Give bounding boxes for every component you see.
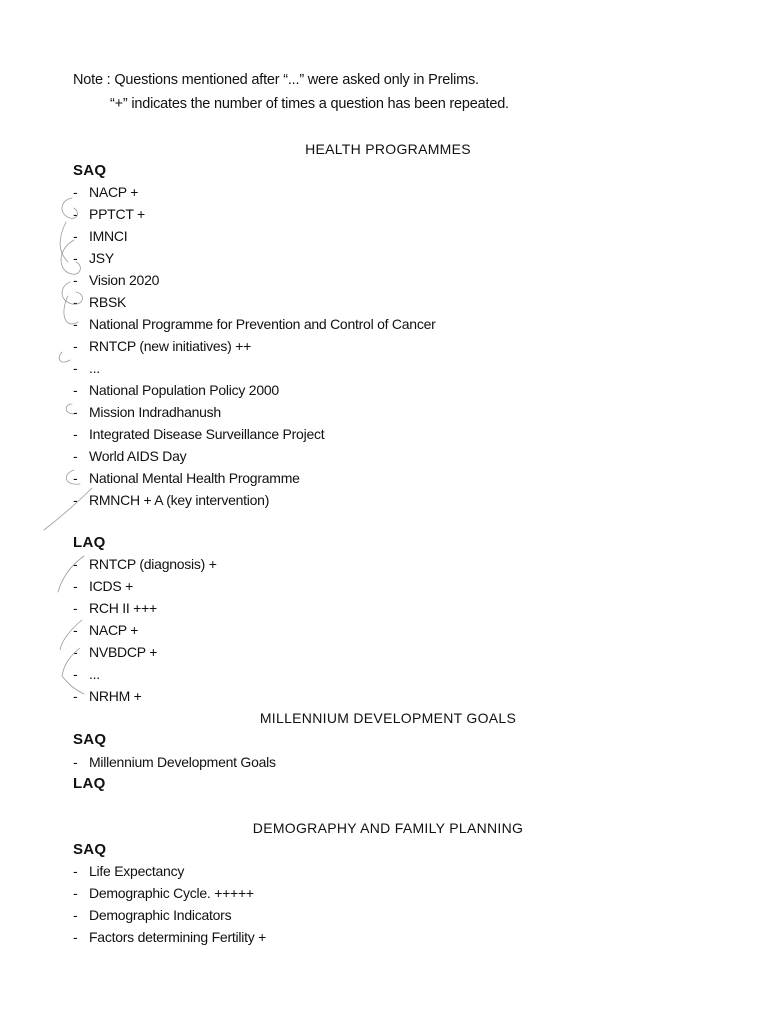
list-dash: - bbox=[73, 666, 78, 682]
list-dash: - bbox=[73, 929, 78, 945]
saq-label-mdg: SAQ bbox=[73, 731, 107, 748]
list-item bbox=[73, 575, 217, 597]
saq-label-demography: SAQ bbox=[73, 841, 107, 858]
saq-label-health: SAQ bbox=[73, 162, 107, 179]
list-item bbox=[73, 904, 266, 926]
list-item bbox=[73, 751, 276, 773]
list-item-text: Demographic Cycle. +++++ bbox=[89, 885, 254, 901]
list-dash: - bbox=[73, 492, 78, 508]
list-dash: - bbox=[73, 578, 78, 594]
list-dash: - bbox=[73, 184, 78, 200]
list-item-text: NVBDCP + bbox=[89, 644, 158, 660]
pencil-tick-mark bbox=[60, 222, 68, 262]
list-dash: - bbox=[73, 863, 78, 879]
list-dash: - bbox=[73, 470, 78, 486]
section-heading-demography: DEMOGRAPHY AND FAMILY PLANNING bbox=[252, 820, 524, 836]
list-dash: - bbox=[73, 644, 78, 660]
list-item-text: RCH II +++ bbox=[89, 600, 157, 616]
list-item-text: Integrated Disease Surveillance Project bbox=[89, 426, 325, 442]
list-item-text: NACP + bbox=[89, 184, 139, 200]
demography-saq-list bbox=[73, 860, 266, 948]
list-item-text: RNTCP (diagnosis) + bbox=[89, 556, 217, 572]
list-item-text: ICDS + bbox=[89, 578, 134, 594]
list-item-text: PPTCT + bbox=[89, 206, 145, 222]
pencil-tick-mark bbox=[59, 352, 70, 362]
list-item-text: RNTCP (new initiatives) ++ bbox=[89, 338, 252, 354]
list-item-text: National Programme for Prevention and Control of Cancer bbox=[89, 316, 436, 332]
list-item-text: RMNCH + A (key intervention) bbox=[89, 492, 270, 508]
list-dash: - bbox=[73, 448, 78, 464]
list-item bbox=[73, 357, 436, 379]
list-dash: - bbox=[73, 885, 78, 901]
list-item-text: National Mental Health Programme bbox=[89, 470, 300, 486]
list-dash: - bbox=[73, 600, 78, 616]
list-dash: - bbox=[73, 338, 78, 354]
list-item bbox=[73, 882, 266, 904]
laq-label-mdg: LAQ bbox=[73, 775, 106, 792]
note-line-2: “+” indicates the number of times a question has been repeated. bbox=[110, 96, 509, 112]
list-item bbox=[73, 663, 217, 685]
section-heading-health-programmes: HEALTH PROGRAMMES bbox=[305, 141, 471, 157]
note-line-1: Note : Questions mentioned after “...” were asked only in Prelims. bbox=[73, 72, 479, 88]
list-dash: - bbox=[73, 426, 78, 442]
mdg-saq-list bbox=[73, 751, 276, 773]
list-item bbox=[73, 489, 436, 511]
list-item bbox=[73, 926, 266, 948]
list-item bbox=[73, 181, 436, 203]
list-item bbox=[73, 467, 436, 489]
list-item bbox=[73, 291, 436, 313]
list-dash: - bbox=[73, 556, 78, 572]
list-dash: - bbox=[73, 907, 78, 923]
list-item-text: Factors determining Fertility + bbox=[89, 929, 267, 945]
list-dash: - bbox=[73, 382, 78, 398]
list-item-text: ... bbox=[89, 666, 100, 682]
list-item bbox=[73, 641, 217, 663]
list-item-text: RBSK bbox=[89, 294, 127, 310]
list-dash: - bbox=[73, 316, 78, 332]
list-item-text: Mission Indradhanush bbox=[89, 404, 221, 420]
list-item-text: NRHM + bbox=[89, 688, 142, 704]
list-item-text: Millennium Development Goals bbox=[89, 754, 276, 770]
section-heading-mdg: MILLENNIUM DEVELOPMENT GOALS bbox=[259, 710, 517, 726]
list-item-text: JSY bbox=[89, 250, 114, 266]
list-item-text: Vision 2020 bbox=[89, 272, 160, 288]
list-item bbox=[73, 269, 436, 291]
list-item-text: Demographic Indicators bbox=[89, 907, 232, 923]
list-dash: - bbox=[73, 688, 78, 704]
laq-label-health: LAQ bbox=[73, 534, 106, 551]
list-item bbox=[73, 445, 436, 467]
list-item bbox=[73, 553, 217, 575]
list-dash: - bbox=[73, 404, 78, 420]
list-item bbox=[73, 335, 436, 357]
list-item bbox=[73, 203, 436, 225]
list-item-text: ... bbox=[89, 360, 100, 376]
list-dash: - bbox=[73, 250, 78, 266]
list-dash: - bbox=[73, 360, 78, 376]
list-item bbox=[73, 225, 436, 247]
list-dash: - bbox=[73, 206, 78, 222]
list-item bbox=[73, 423, 436, 445]
list-dash: - bbox=[73, 754, 78, 770]
list-dash: - bbox=[73, 228, 78, 244]
list-item-text: NACP + bbox=[89, 622, 139, 638]
health-saq-list bbox=[73, 181, 436, 511]
list-dash: - bbox=[73, 272, 78, 288]
health-laq-list bbox=[73, 553, 217, 707]
list-item-text: National Population Policy 2000 bbox=[89, 382, 279, 398]
list-item-text: IMNCI bbox=[89, 228, 128, 244]
list-item bbox=[73, 247, 436, 269]
list-item bbox=[73, 401, 436, 423]
list-dash: - bbox=[73, 294, 78, 310]
list-item-text: Life Expectancy bbox=[89, 863, 185, 879]
list-item bbox=[73, 860, 266, 882]
list-dash: - bbox=[73, 622, 78, 638]
list-item bbox=[73, 379, 436, 401]
list-item-text: World AIDS Day bbox=[89, 448, 187, 464]
list-item bbox=[73, 313, 436, 335]
list-item bbox=[73, 685, 217, 707]
list-item bbox=[73, 597, 217, 619]
list-item bbox=[73, 619, 217, 641]
